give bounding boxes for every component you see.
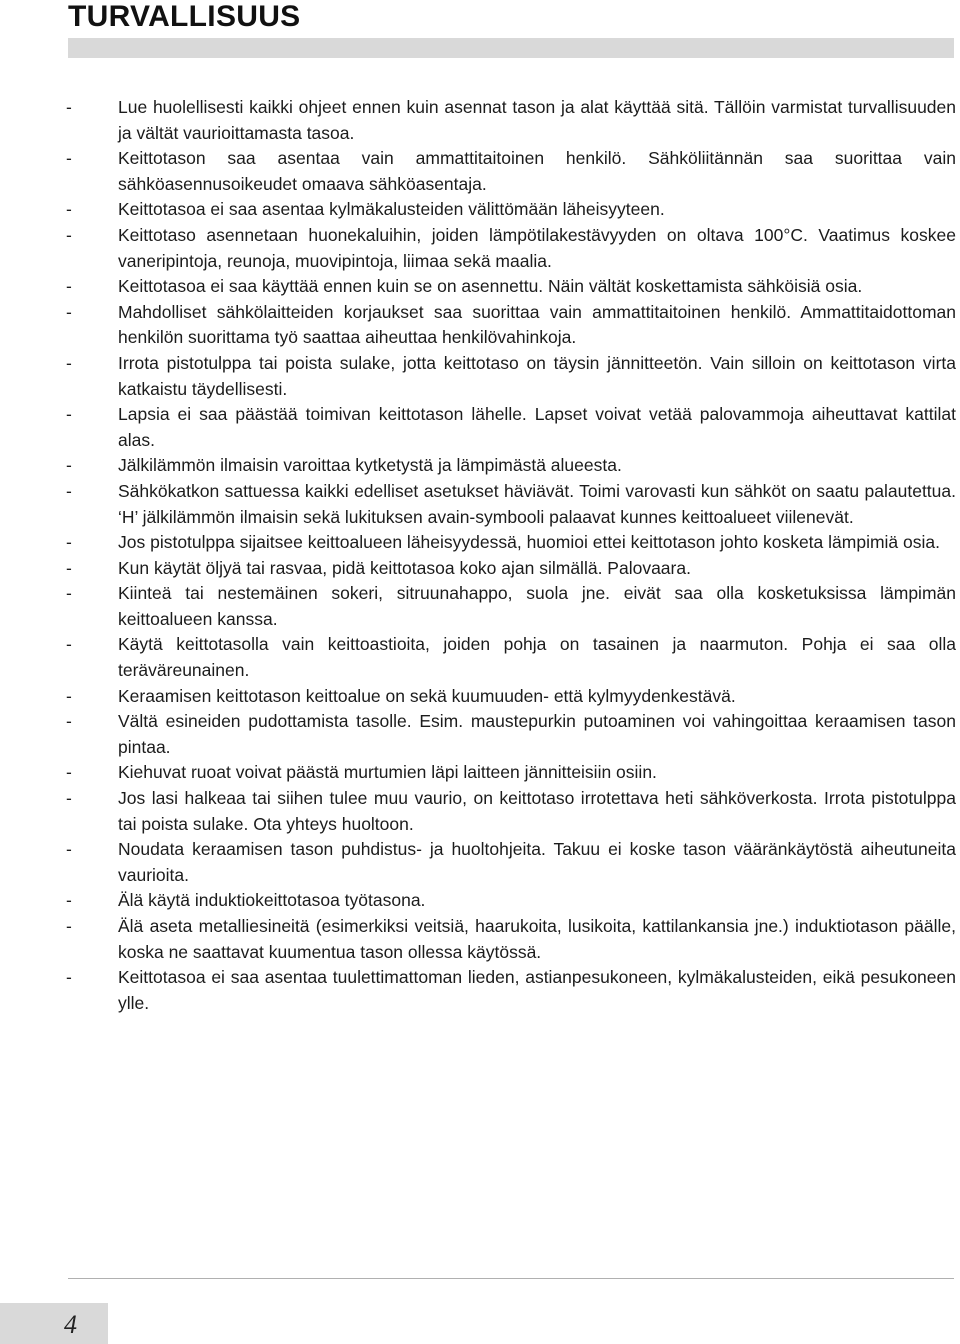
safety-item-text: Keittotason saa asentaa vain ammattitaitoinen henkilö. Sähköliitännän saa suorittaa vain sähköasennusoikeudet omaava sähköasentaja. [118, 148, 956, 194]
bullet-dash: - [66, 762, 72, 783]
safety-item-text: Älä käytä induktiokeittotasoa työtasona. [118, 890, 426, 911]
bullet-dash: - [66, 352, 72, 373]
safety-item [66, 760, 956, 786]
safety-item [66, 965, 956, 1016]
safety-item-text: Jälkilämmön ilmaisin varoittaa kytketystä ja lämpimästä alueesta. [118, 455, 622, 476]
bullet-dash: - [66, 711, 72, 732]
bullet-dash: - [66, 276, 72, 297]
safety-item-text: Lapsia ei saa päästää toimivan keittotason lähelle. Lapset voivat vetää palovammoja aiheuttavat kattilat alas. [118, 404, 956, 450]
safety-item [66, 888, 956, 914]
bullet-dash: - [66, 967, 72, 988]
safety-item-text: Käytä keittotasolla vain keittoastioita, joiden pohja on tasainen ja naarmuton. Pohja ei saa olla teräväreunainen. [118, 634, 956, 681]
bullet-dash: - [66, 199, 72, 220]
safety-item-text: Keittotasoa ei saa asentaa kylmäkalusteiden välittömään läheisyyteen. [118, 199, 665, 220]
safety-item-text: Keraamisen keittotason keittoalue on sekä kuumuuden- että kylmyydenkestävä. [118, 685, 736, 706]
bullet-dash: - [66, 148, 72, 169]
page-title: TURVALLISUUS [68, 0, 301, 33]
safety-item [66, 684, 956, 710]
safety-item-text: Lue huolellisesti kaikki ohjeet ennen kuin asennat tason ja alat käyttää sitä. Tällöin varmistat turvallisuuden ja vältät vaurioittamasta tasoa. [118, 97, 956, 143]
bullet-dash: - [66, 557, 72, 578]
safety-item-text: Sähkökatkon sattuessa kaikki edelliset asetukset häviävät. Toimi varovasti kun sähköt on saatu palautettua. ‘H’ jälkilämmön ilmaisin sekä lukituksen avain-symbooli palaavat kunnes keittoalueet viilenevät. [118, 480, 956, 527]
safety-item-text: Mahdolliset sähkölaitteiden korjaukset saa suorittaa vain ammattitaitoinen henkilö. Ammattitaidottoman henkilön suorittama työ saattaa aiheuttaa henkilövahinkoja. [118, 301, 956, 348]
safety-item [66, 786, 956, 837]
safety-item-text: Älä aseta metalliesineitä (esimerkiksi veitsiä, haarukoita, lusikoita, kattilankansia jne.) induktiotason päälle, koska ne saattavat kuumentua tason ollessa käytössä. [118, 916, 956, 962]
bullet-dash: - [66, 685, 72, 706]
safety-item [66, 274, 956, 300]
bullet-dash: - [66, 480, 72, 501]
safety-item [66, 479, 956, 530]
bullet-dash: - [66, 916, 72, 936]
safety-item-text: Keittotasoa ei saa käyttää ennen kuin se on asennettu. Näin vältät koskettamista sähköisiä osia. [118, 276, 863, 297]
safety-item [66, 837, 956, 888]
bullet-dash: - [66, 404, 72, 425]
bullet-dash: - [66, 634, 72, 655]
safety-item-text: Kun käytät öljyä tai rasvaa, pidä keittotasoa koko ajan silmällä. Palovaara. [118, 557, 691, 578]
safety-item [66, 146, 956, 197]
safety-item [66, 453, 956, 479]
page-number-box [0, 1303, 108, 1344]
safety-item [66, 300, 956, 351]
safety-item [66, 914, 956, 965]
safety-item-text: Kiehuvat ruoat voivat päästä murtumien läpi laitteen jännitteisiin osiin. [118, 762, 657, 783]
safety-item [66, 351, 956, 402]
safety-item [66, 632, 956, 683]
safety-item [66, 581, 956, 632]
safety-item [66, 556, 956, 582]
safety-item-text: Keittotaso asennetaan huonekaluihin, joiden lämpötilakestävyyden on oltava 100°C. Vaatimus koskee vaneripintoja, reunoja, muovipintoja, liimaa sekä maalia. [118, 224, 956, 271]
bullet-dash: - [66, 583, 72, 604]
safety-item [66, 197, 956, 223]
bullet-dash: - [66, 301, 72, 322]
safety-item [66, 402, 956, 453]
bullet-dash: - [66, 890, 72, 911]
bullet-dash: - [66, 839, 72, 860]
safety-item-text: Jos pistotulppa sijaitsee keittoalueen läheisyydessä, huomioi ettei keittotason johto kosketa lämpimiä osia. [118, 532, 940, 553]
safety-instructions-list [66, 95, 956, 1016]
safety-item-text: Keittotasoa ei saa asentaa tuulettimattoman lieden, astianpesukoneen, kylmäkalusteiden, eikä pesukoneen ylle. [118, 967, 956, 1013]
bullet-dash: - [66, 788, 72, 809]
footer-divider [68, 1278, 954, 1279]
safety-item-text: Vältä esineiden pudottamista tasolle. Esim. maustepurkin putoaminen voi vahingoittaa keraamisen tason pintaa. [118, 711, 956, 757]
safety-item-text: Irrota pistotulppa tai poista sulake, jotta keittotaso on täysin jännitteetön. Vain silloin on keittotason virta katkaistu täydellisesti. [118, 352, 956, 399]
bullet-dash: - [66, 97, 72, 117]
safety-item-text: Noudata keraamisen tason puhdistus- ja huoltohjeita. Takuu ei koske tason vääränkäytöstä aiheutuneita vaurioita. [118, 839, 956, 885]
page-number: 4 [64, 1310, 77, 1339]
bullet-dash: - [66, 532, 72, 553]
safety-item [66, 709, 956, 760]
safety-item [66, 223, 956, 274]
bullet-dash: - [66, 224, 72, 245]
safety-item-text: Kiinteä tai nestemäinen sokeri, sitruunahappo, suola jne. eivät saa olla kosketuksissa lämpimän keittoalueen kanssa. [118, 583, 956, 629]
bullet-dash: - [66, 455, 72, 476]
safety-item [66, 530, 956, 556]
safety-item-text: Jos lasi halkeaa tai siihen tulee muu vaurio, on keittotaso irrotettava heti sähköverkosta. Irrota pistotulppa tai poista sulake. Ota yhteys huoltoon. [118, 788, 956, 834]
title-underline-bar [68, 38, 954, 58]
safety-item [66, 95, 956, 146]
